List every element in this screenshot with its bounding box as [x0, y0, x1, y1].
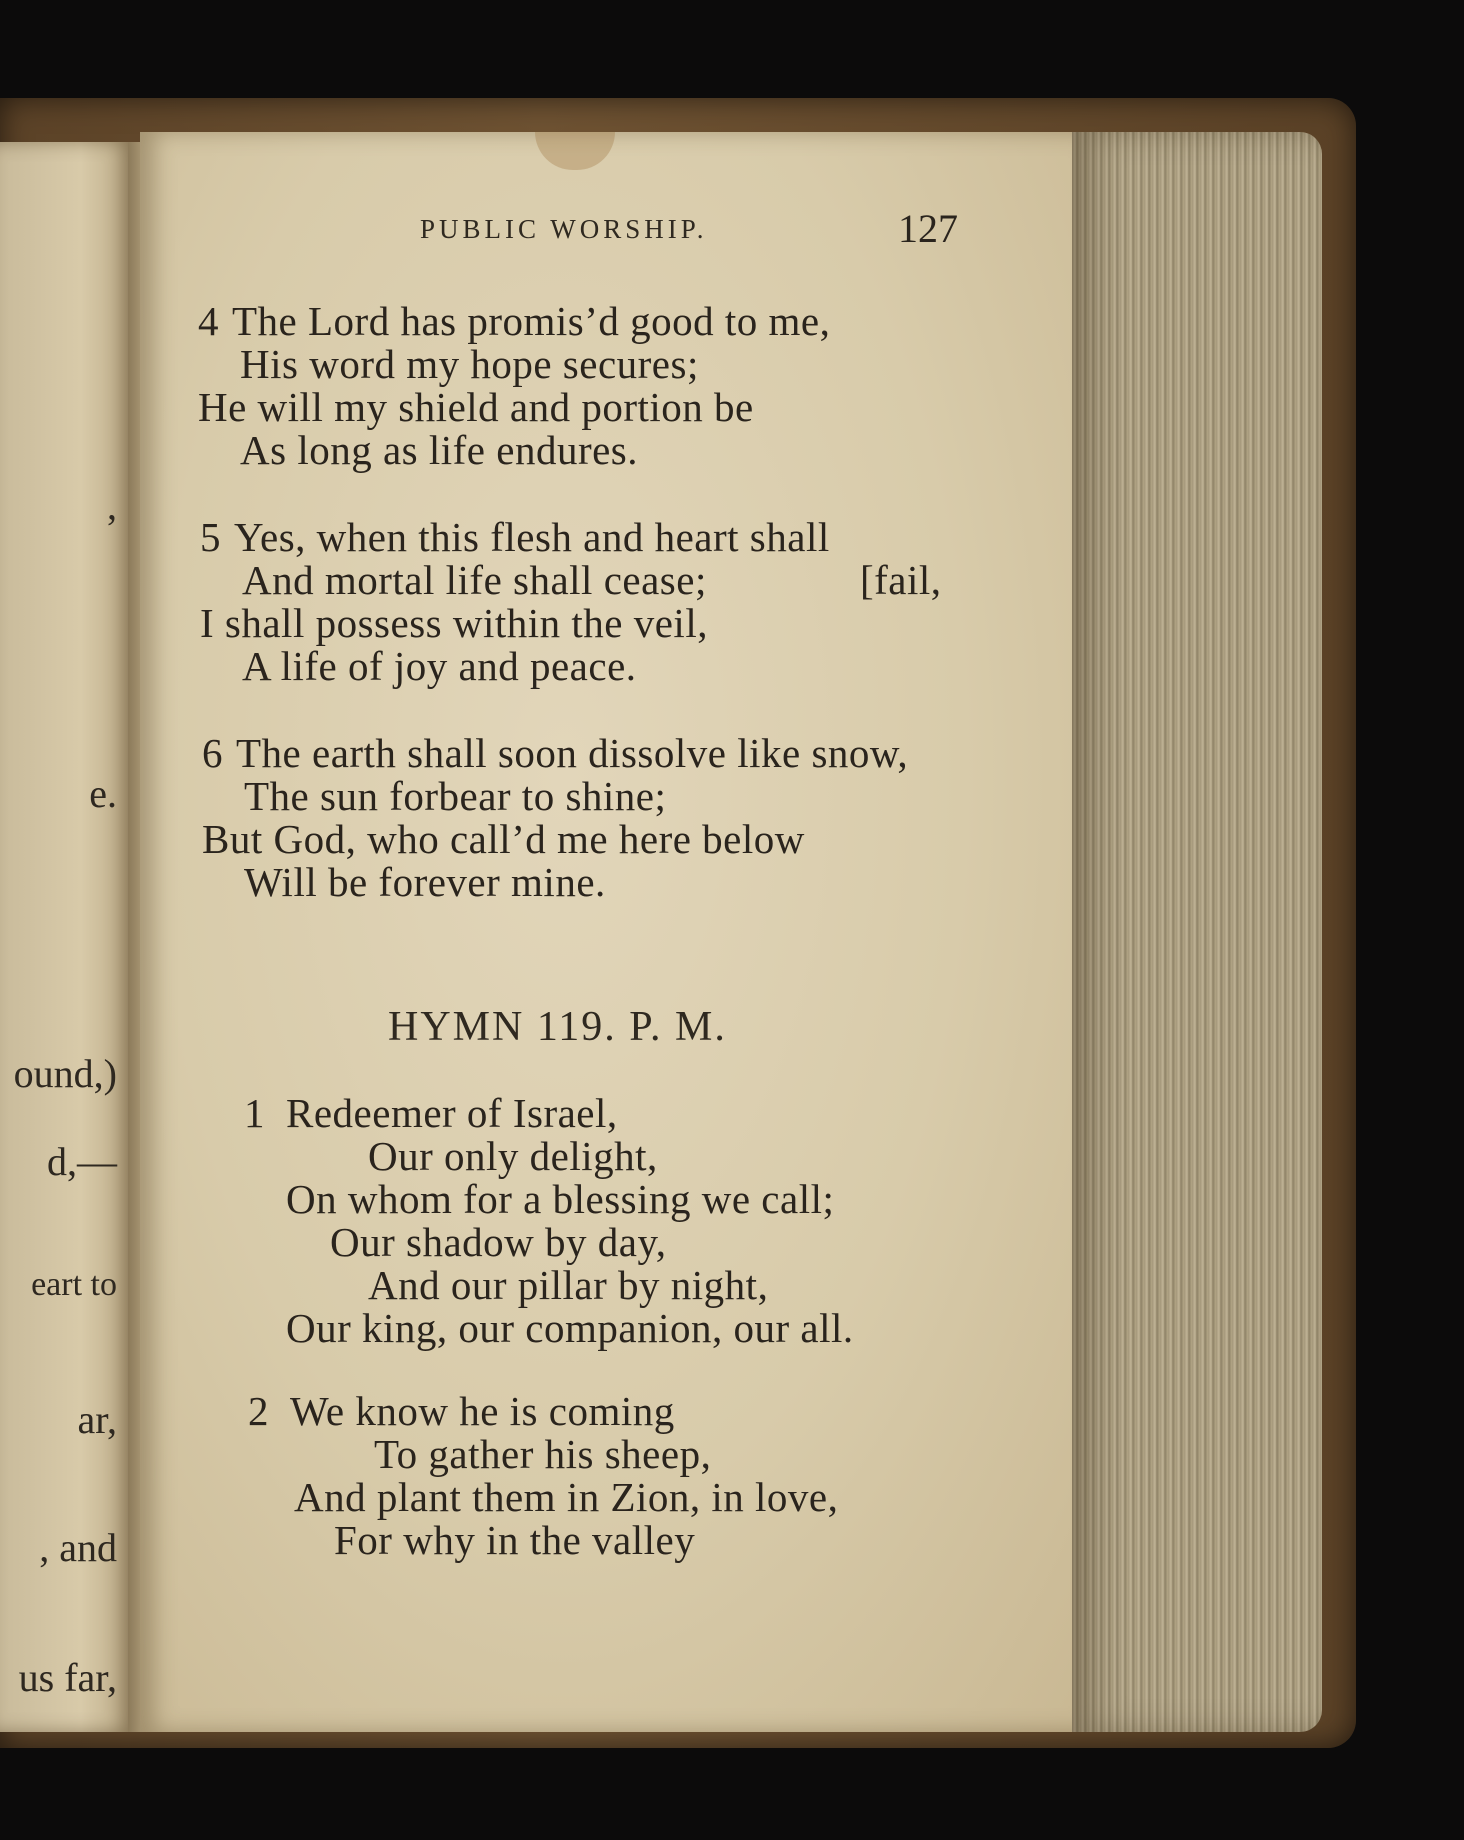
left-fragment: d,—	[47, 1139, 117, 1184]
stanza-line: To gather his sheep,	[374, 1431, 712, 1477]
hymn-stanza-1	[244, 1092, 854, 1350]
stanza-line: Our shadow by day,	[330, 1219, 667, 1265]
stanza-line: And plant them in Zion, in love,	[294, 1474, 839, 1520]
stanza-number: 1	[244, 1090, 265, 1136]
stanza-line: On whom for a blessing we call;	[286, 1176, 835, 1222]
running-title: PUBLIC WORSHIP.	[420, 214, 708, 244]
turnover-word: [fail,	[860, 557, 942, 603]
hymn-title: HYMN 119. P. M.	[388, 1004, 727, 1050]
left-fragment: ,	[107, 483, 117, 528]
stanza-line: Our only delight,	[368, 1133, 658, 1179]
stanza-line: And mortal life shall cease;	[242, 557, 707, 603]
left-fragment: e.	[89, 771, 117, 816]
stanza-line: Will be forever mine.	[244, 859, 606, 905]
stanza-5	[200, 516, 830, 688]
stanza-line: Yes, when this flesh and heart shall	[234, 514, 830, 560]
stanza-number: 4	[198, 298, 219, 344]
stanza-line: A life of joy and peace.	[242, 643, 637, 689]
hymn-stanza-2	[248, 1390, 838, 1562]
stanza-line: His word my hope secures;	[240, 341, 699, 387]
page-number: 127	[898, 206, 958, 251]
left-fragment: eart to	[31, 1266, 117, 1303]
left-fragment: ound,)	[13, 1051, 117, 1096]
page-edges	[1072, 132, 1322, 1732]
stanza-line: I shall possess within the veil,	[200, 600, 708, 646]
stanza-line: The Lord has promis’d good to me,	[232, 298, 831, 344]
stanza-line: Redeemer of Israel,	[286, 1090, 618, 1136]
stanza-6	[202, 732, 908, 904]
stanza-line: And our pillar by night,	[368, 1262, 769, 1308]
stanza-number: 6	[202, 730, 223, 776]
left-fragment: ar,	[77, 1397, 117, 1442]
left-fragment: , and	[39, 1525, 117, 1570]
stanza-line: Our king, our companion, our all.	[286, 1305, 854, 1351]
stanza-line: As long as life endures.	[240, 427, 638, 473]
stanza-line: But God, who call’d me here below	[202, 816, 805, 862]
stanza-line: The sun forbear to shine;	[244, 773, 667, 819]
stanza-number: 5	[200, 514, 221, 560]
stanza-line: We know he is coming	[290, 1388, 675, 1434]
stanza-line: The earth shall soon dissolve like snow,	[236, 730, 909, 776]
stanza-number: 2	[248, 1388, 269, 1434]
stanza-4	[198, 300, 830, 472]
stanza-line: For why in the valley	[334, 1517, 696, 1563]
stanza-line: He will my shield and portion be	[198, 384, 754, 430]
left-fragment: us far,	[18, 1655, 117, 1700]
left-page	[0, 142, 135, 1732]
